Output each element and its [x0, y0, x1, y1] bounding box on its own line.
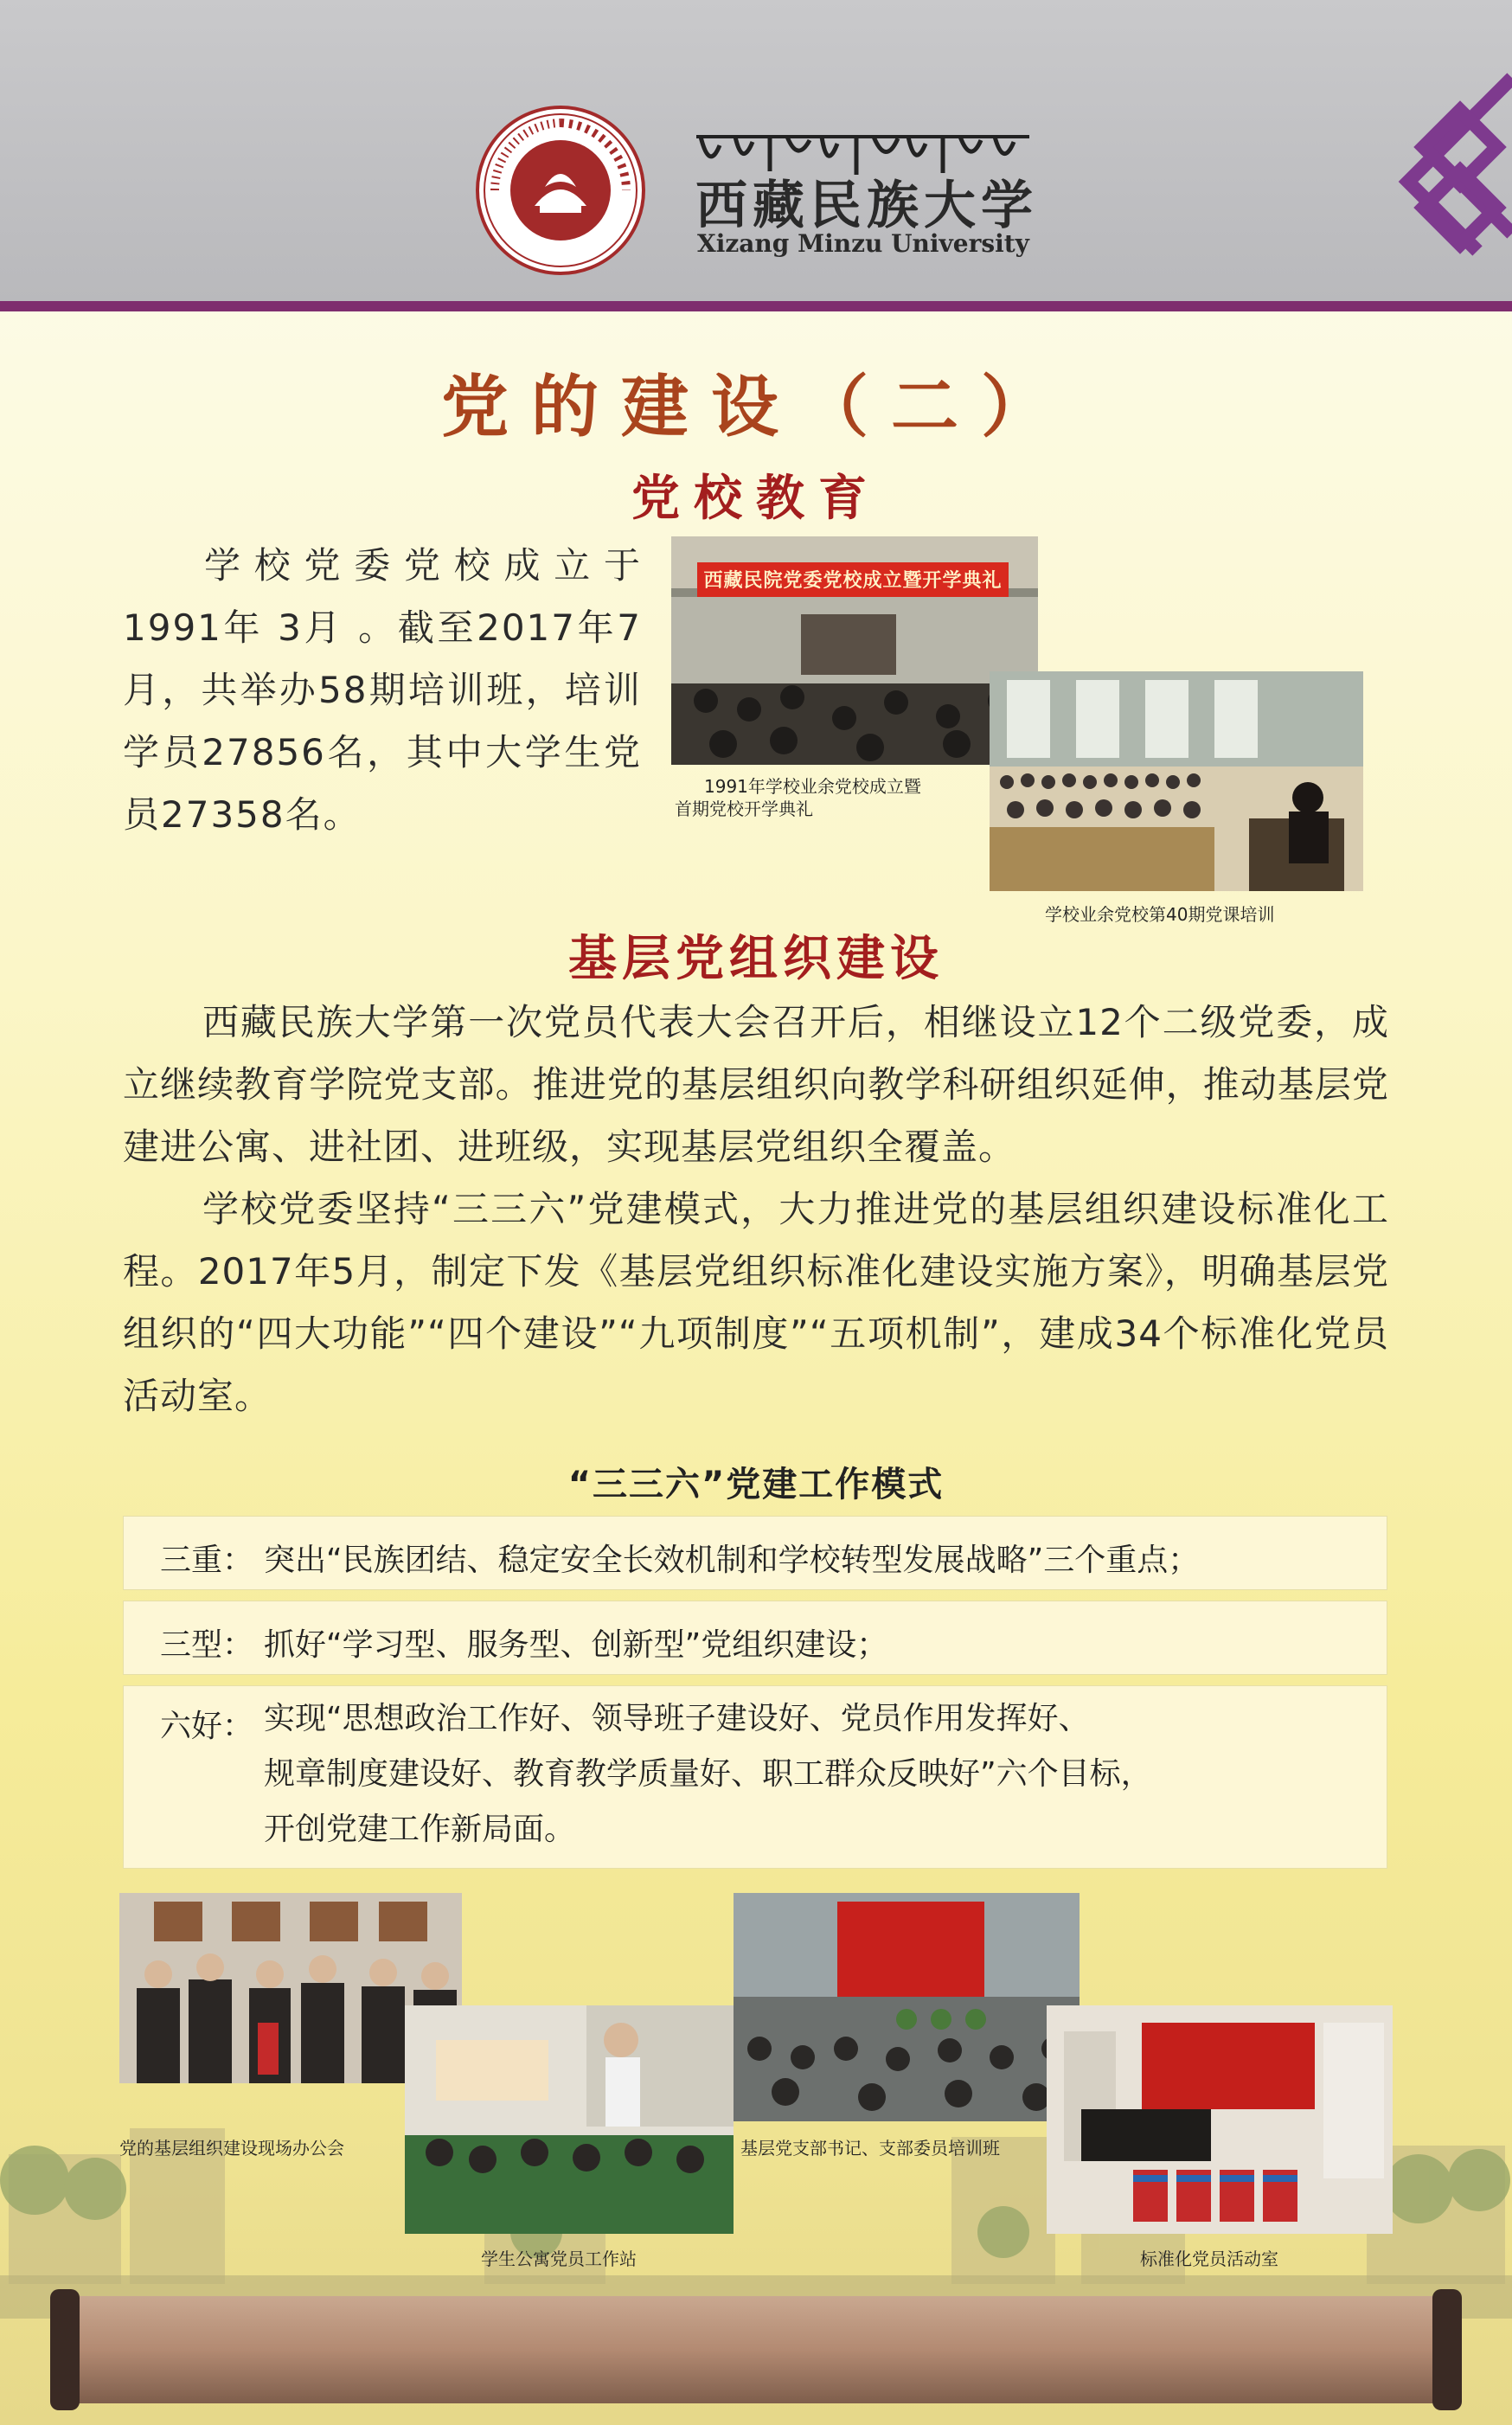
scroll-decoration [50, 2289, 1462, 2410]
photo-branch-training [734, 1893, 1080, 2121]
header-band [0, 0, 1512, 301]
caption-line-2: 首期党校开学典礼 [675, 799, 813, 819]
page-title: 党的建设（二） [440, 369, 1071, 446]
header-stripe [0, 301, 1512, 311]
university-name-cn: 西藏民族大学 [695, 176, 1038, 236]
party-school-paragraph: 学校党委党校成立于1991年 3月 。截至2017年7月，共举办58期培训班，培训学员27856名，其中大学生党员27358名。 [123, 544, 642, 836]
photo-activity-room [1047, 2005, 1393, 2234]
caption-line-1: 1991年学校业余党校成立暨 [704, 776, 921, 797]
model-item-sanxing [123, 1601, 1387, 1675]
model-title: “三三六”党建工作模式 [567, 1465, 945, 1504]
model-line: 抓好“学习型、服务型、创新型”党组织建设； [264, 1627, 888, 1663]
photo-party-lecture-image [990, 671, 1363, 891]
model-item-sanzhong [123, 1516, 1387, 1590]
model-line: 规章制度建设好、教育教学质量好、职工群众反映好”六个目标， [264, 1756, 1152, 1792]
section-title-grassroots: 基层党组织建设 [568, 931, 944, 987]
grassroots-text [123, 991, 1389, 1427]
caption-branch-training: 基层党支部书记、支部委员培训班 [740, 2138, 1000, 2159]
university-name-en: Xizang Minzu University [697, 229, 1029, 258]
model-label: 三重： [160, 1543, 254, 1578]
model-label: 六好： [160, 1709, 254, 1744]
caption-dorm-station: 学生公寓党员工作站 [481, 2249, 637, 2269]
endless-knot-icon [1374, 43, 1512, 303]
model-label: 三型： [160, 1627, 254, 1663]
photo-opening-ceremony [671, 536, 1038, 765]
caption-onsite-meeting: 党的基层组织建设现场办公会 [119, 2138, 344, 2159]
banner-text: 西藏民院党委党校成立暨开学典礼 [703, 570, 1003, 592]
photo-party-lecture [990, 671, 1363, 891]
grassroots-paragraph-2: 学校党委坚持“三三六”党建模式，大力推进党的基层组织建设标准化工程。2017年5月，制定下发《基层党组织标准化建设实施方案》，明确基层党组织的“四大功能”“四个建设”“九项制度”“五项机制”，建成34个标准化党员活动室。 [123, 1188, 1389, 1417]
model-line: 突出“民族团结、稳定安全长效机制和学校转型发展战略”三个重点； [264, 1543, 1200, 1578]
photo-dorm-station-image [405, 2005, 734, 2234]
section-title-party-school: 党校教育 [631, 471, 881, 527]
caption-party-lecture: 学校业余党校第40期党课培训 [1045, 904, 1275, 925]
photo-branch-training-image [734, 1893, 1080, 2121]
photo-activity-room-image [1047, 2005, 1393, 2234]
model-item-liuhao [123, 1685, 1387, 1869]
caption-activity-room: 标准化党员活动室 [1140, 2249, 1278, 2269]
model-line: 实现“思想政治工作好、领导班子建设好、党员作用发挥好、 [264, 1701, 1090, 1736]
university-emblem-icon [474, 104, 647, 277]
party-school-text [123, 535, 642, 846]
grassroots-paragraph-1: 西藏民族大学第一次党员代表大会召开后，相继设立12个二级党委，成立继续教育学院党支部。推进党的基层组织向教学科研组织延伸，推动基层党建进公寓、进社团、进班级，实现基层党组织全覆盖。 [123, 1001, 1389, 1168]
caption-opening-ceremony [675, 775, 986, 820]
model-line: 开创党建工作新局面。 [264, 1812, 576, 1847]
photo-dorm-station [405, 2005, 734, 2234]
